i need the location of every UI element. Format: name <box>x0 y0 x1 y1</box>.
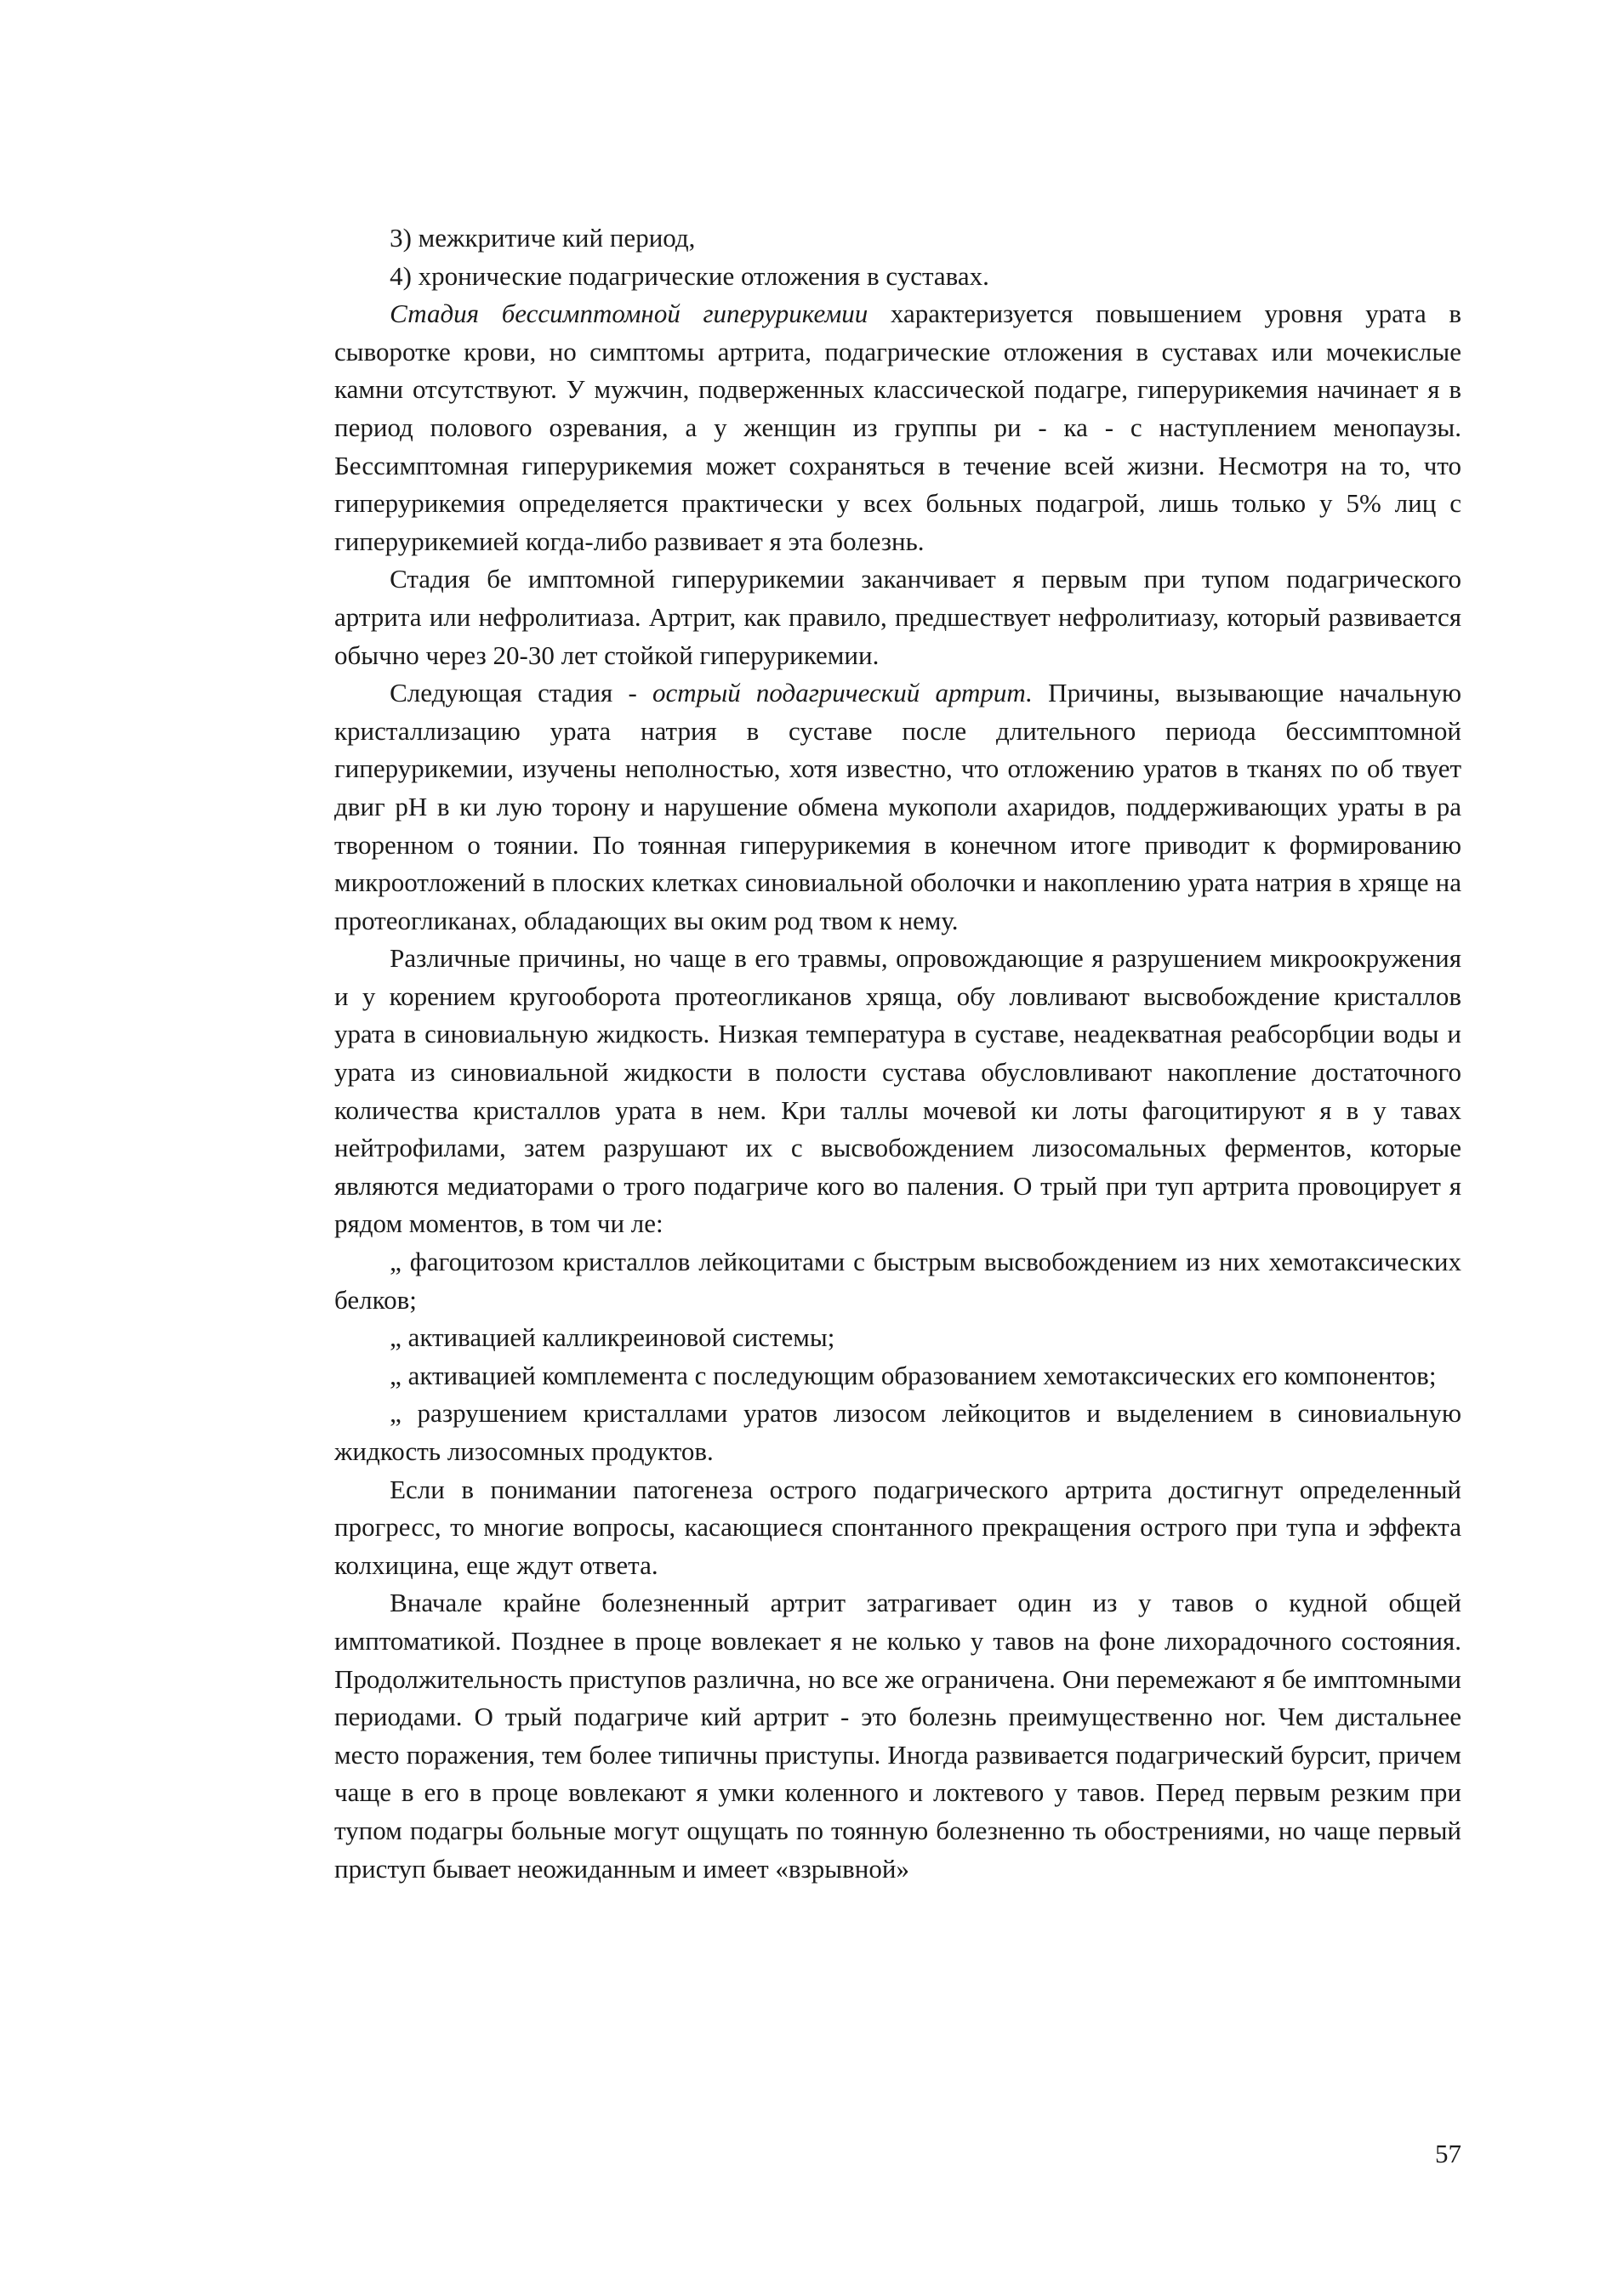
bullet-item: „ фагоцитозом кристаллов лейкоцитами с быстрым высвобождением из них хемотаксических белков; <box>334 1247 1461 1315</box>
list-item-3: 3) межкритиче кий период, <box>390 223 696 253</box>
italic-term: острый подагрический артрит. <box>652 678 1033 708</box>
paragraph-stage-end: Стадия бе имптомной гиперурикемии заканчивает я первым при тупом подагрического артрита или нефролитиаза. Артрит, как правило, предшествует нефролитиазу, который развивается обычно через 20-30 лет стойкой гиперурикемии. <box>334 564 1461 670</box>
list-item-4: 4) хронические подагрические отложения в суставах. <box>390 260 989 291</box>
paragraph-acute-arthritis <box>334 674 1461 940</box>
bullet-item: „ активацией калликреиновой системы; <box>390 1322 835 1353</box>
italic-term: Стадия бессимптомной гиперурикемии <box>390 298 868 329</box>
paragraph-asymptomatic-stage <box>334 295 1461 560</box>
paragraph-text: характеризуется повышением уровня урата в сыворотке крови, но симптомы артрита, подагрические отложения в суставах или мочекислые камни отсутствуют. У мужчин, подверженных классической подагре, гиперурикемия начинает я в период полового озревания, а у женщин из группы ри - ка - с наступлением менопаузы. Бессимптомная гиперурикемия может сохраняться в течение всей жизни. Несмотря на то, что гиперурикемия определяется практически у всех больных подагрой, лишь только у 5% лиц с гиперурикемией когда-либо развивает я эта болезнь. <box>334 298 1461 556</box>
paragraph-clinical-course: Вначале крайне болезненный артрит затрагивает один из у тавов о кудной общей имптоматикой. Позднее в проце вовлекает я не колько у тавов на фоне лихорадочного состояния. Продолжительность приступов различна, но все же ограничена. Они перемежают я бе имптомными периодами. О трый подагриче кий артрит - это болезнь преимущественно ног. Чем дистальнее место поражения, тем более типичны приступы. Иногда развивается подагрический бурсит, причем чаще в его в проце вовлекают я умки коленного и локтевого у тавов. Перед первым резким при тупом подагры больные могут ощущать по тоянную болезненно ть обострениями, но чаще первый приступ бывает неожиданным и имеет «взрывной» <box>334 1588 1461 1884</box>
paragraph-lead: Следующая стадия - <box>390 678 653 708</box>
bullet-item: „ разрушением кристаллами уратов лизосом лейкоцитов и выделением в синовиальную жидкость лизосомных продуктов. <box>334 1398 1461 1466</box>
bullet-item: „ активацией комплемента с последующим образованием хемотаксических его компонентов; <box>390 1360 1437 1390</box>
paragraph-pathogenesis: Если в понимании патогенеза острого подагрического артрита достигнут определенный прогресс, то многие вопросы, касающиеся спонтанного прекращения острого при тупа и эффекта колхицина, еще ждут ответа. <box>334 1474 1461 1580</box>
page-number: 57 <box>1435 2139 1461 2168</box>
paragraph-causes: Различные причины, но чаще в его травмы, опровождающие я разрушением микроокружения и у корением кругооборота протеогликанов хряща, обу ловливают высвобождение кристаллов урата в синовиальную жидкость. Низкая температура в суставе, неадекватная реабсорбции воды и урата из синовиальной жидкости в полости сустава обусловливают накопление достаточного количества кристаллов урата в нем. Кри таллы мочевой ки лоты фагоцитируют я в у тавах нейтрофилами, затем разрушают их с высвобождением лизосомальных ферментов, которые являются медиаторами о трого подагриче кого во паления. О трый при туп артрита провоцирует я рядом моментов, в том чи ле: <box>334 943 1461 1239</box>
paragraph-text: Причины, вызывающие начальную кристаллизацию урата натрия в суставе после длительного периода бессимптомной гиперурикемии, изучены неполностью, хотя известно, что отложению уратов в тканях по об твует двиг pH в ки лую торону и нарушение обмена мукополи ахаридов, поддерживающих ураты в ра творенном о тоянии. По тоянная гиперурикемия в конечном итоге приводит к формированию микроотложений в плоских клетках синовиальной оболочки и накоплению урата натрия в хряще на протеогликанах, обладающих вы оким род твом к нему. <box>334 678 1461 935</box>
body-text <box>334 219 1461 1888</box>
